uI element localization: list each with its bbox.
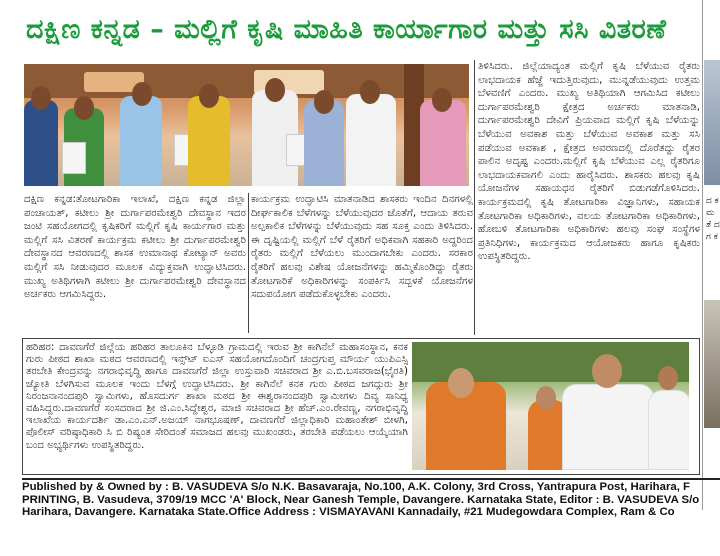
column-divider [248,193,249,333]
adjacent-article-text: ದ ಕ ಮ ತೆ ದ ಗ ಕ [706,196,720,242]
adjacent-article-photo-2 [704,300,720,428]
article1-column-2: ಕಾರ್ಯಕ್ರಮ ಉದ್ಘಾಟಿಸಿ ಮಾತನಾಡಿದ ಶಾಸಕರು ಇಂದಿನ ದಿನಗಳಲ್ಲಿ ದೀರ್ಘಕಾಲಿಕ ಬೆಳೆಗಳನ್ನು ಬೆಳೆಯುವುದರ ಜೊತೆಗೆ, ಆದಾಯ ತರುವ ಅಲ್ಪಕಾಲಿಕ ಬೆಳೆಗಳನ್ನು ಬೆಳೆಯುವುದು ಸಹ ಸೂಕ್ತ ಎಂದು ತಿಳಿಸಿದರು. ಈ ದೃಷ್ಟಿಯಲ್ಲಿ ಮಲ್ಲಿಗೆ ಬೆಳೆ ರೈತರಿಗೆ ಅಧಿಕವಾಗಿ ಸಹಕಾರಿ ಅದ್ದರಿಂದ ರೈತರು ಮಲ್ಲಿಗೆ ಬೆಳೆಯಲು ಮುಂದಾಗಬೇಕು ಎಂದರು. ಸರಕಾರ ರೈತರಿಗೆ ಹಲವು ವಿಶೇಷ ಯೋಜನೆಗಳನ್ನು ಹಮ್ಮಿಕೊಂಡಿದ್ದು ರೈತರು ತೋಟಗಾರಿಕೆ ಅಧಿಕಾರಿಗಳನ್ನು ಸಂಪರ್ಕಿಸಿ ಸದ್ಬಳಕೆ ಯೋಜನೆಗಳ ಸದುಪಯೋಗ ಪಡೆದುಕೊಳ್ಳಬೇಕು ಎಂದರು. [251,194,473,301]
article1-column-1: ದಕ್ಷಿಣ ಕನ್ನಡ:ತೋಟಗಾರಿಕಾ ಇಲಾಖೆ, ದಕ್ಷಿಣ ಕನ್ನಡ ಜಿಲ್ಲಾ ಪಂಚಾಯತ್, ಕಟೀಲು ಶ್ರೀ ದುರ್ಗಾಪರಮೇಶ್ವರಿ ದೇವಸ್ಥಾನ ಇದರ ಜಂಟಿ ಸಹಯೋಗದಲ್ಲಿ ಕೃಷಿಕರಿಗೆ ಮಲ್ಲಿಗೆ ಕೃಷಿ ಕಾರ್ಯಗಾರ ಮತ್ತು ಮಲ್ಲಿಗೆ ಸಸಿ ವಿತರಣೆ ಕಾರ್ಯಕ್ರಮ ಕಟೀಲು ಶ್ರೀ ದುರ್ಗಾಪರಮೇಶ್ವರಿ ದೇವಸ್ಥಾನದ ಆವರಣದಲ್ಲಿ ಶಾಸಕ ಉಮಾನಾಥ ಕೋಟ್ಯಾನ್ ಅವರು ಮಲ್ಲಿಗೆ ಸಸಿ ನೀಡುವುದರ ಮೂಲಕ ವಿದ್ಯುಕ್ತವಾಗಿ ಉದ್ಘಾಟಿಸಿದರು. ಮುಖ್ಯ ಅತಿಥಿಗಳಾಗಿ ಕಟೀಲು ಶ್ರೀ ದುರ್ಗಾಪರಮೇಶ್ವರಿ ದೇವಸ್ಥಾನದ ಅರ್ಚಕರು ಆಗಮಿಸಿದ್ದರು. [24,194,246,301]
article-photo-upsc-centre-inauguration [412,342,689,470]
column-divider [474,60,475,335]
publication-footer [22,481,720,541]
headline: ದಕ್ಷಿಣ ಕನ್ನಡ – ಮಲ್ಲಿಗೆ ಕೃಷಿ ಮಾಹಿತಿ ಕಾರ್ಯಾಗಾರ ಮತ್ತು ಸಸಿ ವಿತರಣೆ [26,14,667,45]
footer-rule [22,478,720,480]
article-photo-jasmine-workshop [24,64,469,186]
article1-column-3: ತಿಳಿಸಿದರು. ಜಿಲ್ಲೆಯಾದ್ಯಂತ ಮಲ್ಲಿಗೆ ಕೃಷಿ ಬೆಳೆಯುವ ರೈತರು ಲಾಭದಾಯಕ ಹೆಜ್ಜೆ ಇದುತ್ತಿರುವುದು, ಮುನ್ನಡೆಯುವುದು ಉತ್ತಮ ಬೆಳವಣಿಗೆ ಎಂದರು. ಮುಖ್ಯ ಅತಿಥಿಯಾಗಿ ಆಗಮಿಸಿದ ಕಟೀಲು ದುರ್ಗಾಪರಮೇಶ್ವರಿ ಕ್ಷೇತ್ರದ ಅರ್ಚಕರು ಮಾತನಾಡಿ, ದುರ್ಗಾಪರಮೇಶ್ವರಿ ದೇವಿಗೆ ಪ್ರಿಯವಾದ ಮಲ್ಲಿಗೆ ಕೃಷಿ ಬೆಳೆಯನ್ನು ಬೆಳೆಯುವ ಅವಕಾಶ ಮತ್ತು ಬೆಳೆಯುವ ಅವಕಾಶ ಮತ್ತು ಸಸಿ ಪಡೆಯುವ ಅವಕಾಶ , ಕ್ಷೇತ್ರದ ಅವರಣದಲ್ಲಿ ದೊರೆತದ್ದು ರೈತರ ಪಾಲಿನ ಅದೃಷ್ಟ ಎಂದರು.ಮಲ್ಲಿಗೆ ಕೃಷಿ ಬೆಳೆಯುವ ಎಲ್ಲ ರೈತರಿಗೂ ಲಾಭದಾಯಕವಾಗಲಿ ಎಂದು ಹಾರೈಸಿದರು. ಶಾಸಕರು ಹಲವು ಕೃಷಿ ಯೋಜನೆಗಳ ಸಹಾಯಧನ ರೈತರಿಗೆ ಬಿಡುಗಡೆಗೊಳಿಸಿದರು. ಕಾರ್ಯಕ್ರಮದಲ್ಲಿ ಕೃಷಿ ತೋಟಗಾರಿಕಾ ವಿಜ್ಞಾನಿಗಳು, ಸಹಾಯಕ ತೋಟಗಾರಿಕಾ ಅಧಿಕಾರಿಗಳು, ವಲಯ ತೋಟಗಾರಿಕಾ ಅಧಿಕಾರಿಗಳು, ಹೋಬಳಿ ತೋಟಗಾರಿಕಾ ಅಧಿಕಾರಿಗಳು ಹಲವು ಸಂಘ ಸಂಸ್ಥೆಗಳ ಪ್ರತಿನಿಧಿಗಳು, ಕಾರ್ಯಕ್ರಮದ ಆಯೋಜಕರು ಹಾಗೂ ಕೃಷಿಕರು ಉಪಸ್ಥಿತರಿದ್ದರು. [478,61,700,263]
article2-text: ಹರಿಹರ: ದಾವಣಗೆರೆ ಜಿಲ್ಲೆಯ ಹರಿಹರ ತಾಲೂಕಿನ ಬೆಳ್ಳೂಡಿ ಗ್ರಾಮದಲ್ಲಿ ಇರುವ ಶ್ರೀ ಕಾಗಿನೆಲೆ ಮಹಾಸಂಸ್ಥಾನ, ಕನಕ ಗುರು ಪೀಠದ ಶಾಖಾ ಮಠದ ಆವರಣದಲ್ಲಿ ಇನ್ಸ್‌ಟ್ ಐಎಸ್ ಸಹಯೋಗದೊಂದಿಗೆ ಚಂದ್ರಗುಪ್ತ ಮೌರ್ಯ ಯುಪಿಎಸ್ಸಿ ತರಬೇತಿ ಕೇಂದ್ರವನ್ನು ನಗರಾಭಿವೃದ್ಧಿ ಹಾಗೂ ದಾವಣಗೆರೆ ಜಿಲ್ಲಾ ಉಸ್ತುವಾರಿ ಸಚಿವರಾದ ಶ್ರೀ ಎ.ಬಿ.ಬಸವರಾಜ(ಭೈರತಿ) ಜ್ಯೋತಿ ಬೆಳಗಿಸುವ ಮೂಲಕ ಇಂದು ಬೆಳಗ್ಗೆ ಉದ್ಘಾಟಿಸಿದರು. ಶ್ರೀ ಕಾಗಿನೆಲೆ ಕನಕ ಗುರು ಪೀಠದ ಜಗದ್ಗುರು ಶ್ರೀ ನಿರಂಜನಾನಂದಪುರಿ ಸ್ವಾಮಿಗಳು, ಹೊಸದುರ್ಗ ಶಾಖಾ ಮಠದ ಶ್ರೀ ಈಶ್ವರಾನಂದಪುರಿ ಸ್ವಾಮೀಗಳು ದಿವ್ಯ ಸಾನಿಧ್ಯ ವಹಿಸಿದ್ದರು.ದಾವಣಗೆರೆ ಸಂಸದರಾದ ಶ್ರೀ ಜಿ.ಎಂ.ಸಿದ್ದೇಶ್ವರ, ಮಾಜಿ ಸಚಿವರಾದ ಶ್ರೀ ಹೆಚ್.ಎಂ.ರೇವಣ್ಣ, ನಗರಾಭಿವೃದ್ಧಿ ಇಲಾಖೆಯ ಕಾರ್ಯದರ್ಶಿ ಡಾ.ಎಂ.ಎನ್.ಅಜಯ್ ನಾಗಭೂಷಣ್, ದಾವಣಗೆರೆ ಜಿಲ್ಲಾಧಿಕಾರಿ ಮಹಾಂತೇಶ್ ಬೀಳಗಿ, ಪೊಲೀಸ್ ವರಿಷ್ಠಾಧಿಕಾರಿ ಸಿ ಬಿ ರಿಷ್ಯಂತ ಸೇರಿದಂತೆ ಸಮಾಜದ ಹಲವು ಮುಖಂಡರು, ತರಬೇತಿ ಪಡೆಯಲು ಆಯ್ಕೆಯಾಗಿ ಬಂದ ಅಭ್ಯರ್ಥಿಗಳು ಉಪಸ್ಥಿತರಿದ್ದರು. [26,342,408,451]
column-divider-right [702,0,703,510]
adjacent-article-photo [704,60,720,185]
footer-line-2: PRINTING, B. Vasudeva, 3709/19 MCC 'A' Block, Near Ganesh Temple, Davangere. Karnataka State, Editor : B. VASUDEVA S/o [22,493,700,506]
footer-line-3: Harihara, Davangere. Karnataka State.Office Address : VISMAYAVANI Kannadaily, #21 Mudegowdara Complex, Ram & Co [22,506,675,519]
footer-line-1: Published by & Owned by : B. VASUDEVA S/o N.K. Basavaraja, No.100, A.K. Colony, 3rd Cross, Yantrapura Post, Harihara, F [22,481,690,493]
